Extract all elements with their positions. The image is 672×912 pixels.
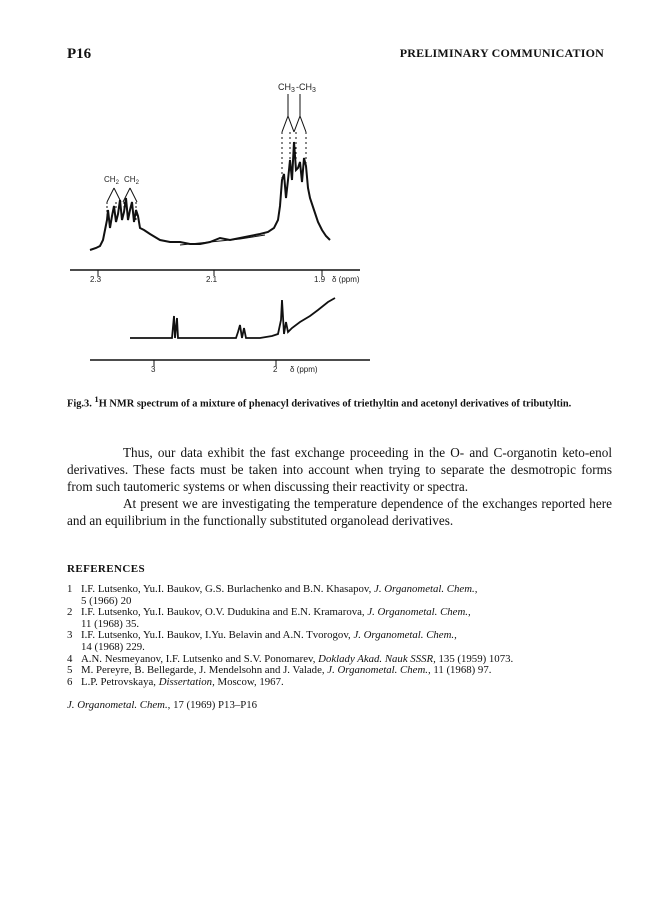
lower-axis-tick-label-1: 3 (151, 365, 156, 374)
body-paragraph-1: Thus, our data exhibit the fast exchange proceeding in the O- and C-organotin keto-enol derivatives. These facts must be taken into account when trying to separate the desmotropic forms from such tautomeric systems or when discussing their reactivity or spectra. (67, 445, 612, 494)
figure-caption: Fig.3. $^1$H NMR spectrum of a mixture of phenacyl derivatives of triethyltin and acetonyl derivatives of tributyltin. (67, 394, 572, 410)
page-number: P16 (67, 46, 92, 62)
reference-item: 4 A.N. Nesmeyanov, I.F. Lutsenko and S.V. Ponomarev, Doklady Akad. Nauk SSSR, 135 (1959) 1073. (67, 652, 514, 665)
nmr-spectrum-figure (60, 70, 620, 390)
reference-item: 6 L.P. Petrovskaya, Dissertation, Moscow, 1967. (67, 675, 284, 688)
reference-item: 1 I.F. Lutsenko, Yu.I. Baukov, G.S. Burlachenko and B.N. Khasapov, J. Organometal. Chem., 5 (1966) 20 (67, 583, 478, 607)
upper-axis-tick-label-2: 2.1 (206, 275, 218, 284)
ch2-label-a: $CH_2$ (104, 175, 119, 186)
body-paragraph-2: At present we are investigating the temperature dependence of the exchanges reported here and an equilibrium in the functionally substituted organolead derivatives. (67, 496, 612, 528)
reference-item: 3 I.F. Lutsenko, Yu.I. Baukov, I.Yu. Belavin and A.N. Tvorogov, J. Organometal. Chem., 14 (1968) 229. (67, 629, 457, 653)
lower-spectrum-trace (130, 298, 335, 338)
reference-item: 5 M. Pereyre, B. Bellegarde, J. Mendelsohn and J. Valade, J. Organometal. Chem., 11 (1968) 97. (67, 664, 492, 677)
ch3-label-b: $-CH_3$ (296, 82, 316, 94)
running-header: PRELIMINARY COMMUNICATION (399, 46, 604, 60)
ch2-label-b: $CH_2$ (124, 175, 139, 186)
reference-item: 2 I.F. Lutsenko, Yu.I. Baukov, O.V. Dudukina and E.N. Kramarova, J. Organometal. Chem., 11 (1968) 35. (67, 606, 471, 630)
journal-citation-footer: J. Organometal. Chem., 17 (1969) P13–P16 (67, 699, 258, 711)
lower-axis-tick-label-2: 2 (273, 365, 278, 374)
ch3-label-a: $CH_3$ (278, 82, 295, 94)
upper-axis-unit: δ (ppm) (332, 275, 360, 284)
references-list (67, 584, 627, 688)
upper-axis-tick-label-1: 2.3 (90, 275, 102, 284)
upper-axis-tick-label-3: 1.9 (314, 275, 326, 284)
lower-axis-unit: δ (ppm) (290, 365, 318, 374)
body-text (67, 444, 612, 529)
references-heading: REFERENCES (67, 563, 145, 575)
